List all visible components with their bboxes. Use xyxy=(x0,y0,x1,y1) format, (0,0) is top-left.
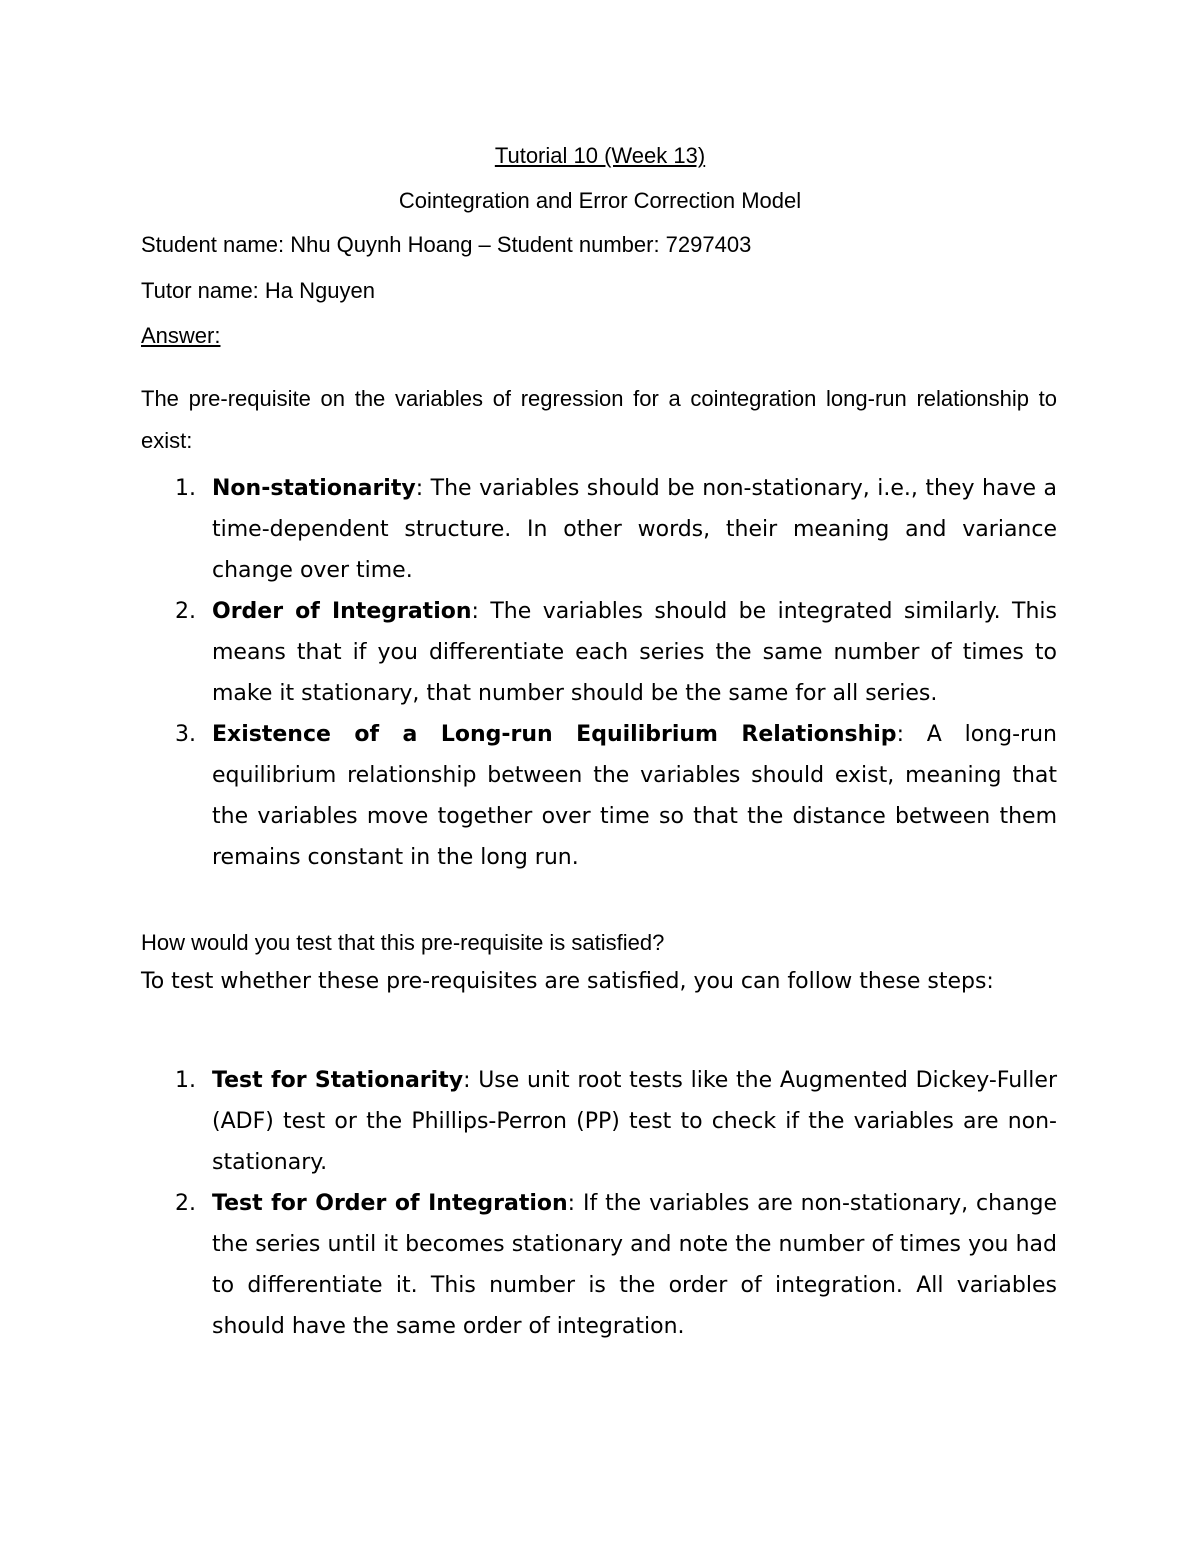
list-text: : If the variables are non-stationary, change the series until it becomes stationary and note the number of times you had to differentiate it. This number is the order of integration. All variables should have the same order of integration. xyxy=(212,1191,1058,1339)
list-number: 1. xyxy=(175,1068,196,1093)
list-text: : A long-run equilibrium relationship between the variables should exist, meaning that the variables move together over time so that the distance between them remains constant in the long run. xyxy=(212,722,1057,870)
list-number: 2. xyxy=(175,1191,196,1216)
list-number: 1. xyxy=(175,476,196,501)
list-term: Non-stationarity xyxy=(212,476,416,501)
question-heading: How would you test that this pre-requisite is satisfied? xyxy=(141,930,665,955)
list-number: 3. xyxy=(175,722,196,747)
list-term: Order of Integration xyxy=(212,599,472,624)
list-term: Existence of a Long-run Equilibrium Relationship xyxy=(212,722,897,747)
steps-list xyxy=(141,1060,1057,1347)
list-term: Test for Order of Integration xyxy=(212,1191,568,1216)
answer-label: Answer: xyxy=(141,323,221,348)
list-item xyxy=(141,1183,1057,1347)
document-title: Tutorial 10 (Week 13) xyxy=(494,143,706,168)
prerequisite-list xyxy=(141,468,1057,878)
list-text: : The variables should be integrated similarly. This means that if you differentiate each series the same number of times to make it stationary, that number should be the same for all series. xyxy=(212,599,1057,706)
test-intro: To test whether these pre-requisites are satisfied, you can follow these steps: xyxy=(141,969,994,994)
tutor-info: Tutor name: Ha Nguyen xyxy=(141,278,375,303)
document-subtitle: Cointegration and Error Correction Model xyxy=(398,188,802,213)
student-info: Student name: Nhu Quynh Hoang – Student number: 7297403 xyxy=(141,232,752,257)
list-item xyxy=(141,591,1057,714)
prerequisite-intro: The pre-requisite on the variables of regression for a cointegration long-run relationship to exist: xyxy=(141,386,1057,453)
list-item xyxy=(141,714,1057,878)
list-text: : Use unit root tests like the Augmented Dickey-Fuller (ADF) test or the Phillips-Perron (PP) test to check if the variables are non-stationary. xyxy=(212,1068,1057,1175)
list-number: 2. xyxy=(175,599,196,624)
list-text: : The variables should be non-stationary, i.e., they have a time-dependent structure. In other words, their meaning and variance change over time. xyxy=(212,476,1057,583)
list-item xyxy=(141,468,1057,591)
list-item xyxy=(141,1060,1057,1183)
list-term: Test for Stationarity xyxy=(212,1068,464,1093)
